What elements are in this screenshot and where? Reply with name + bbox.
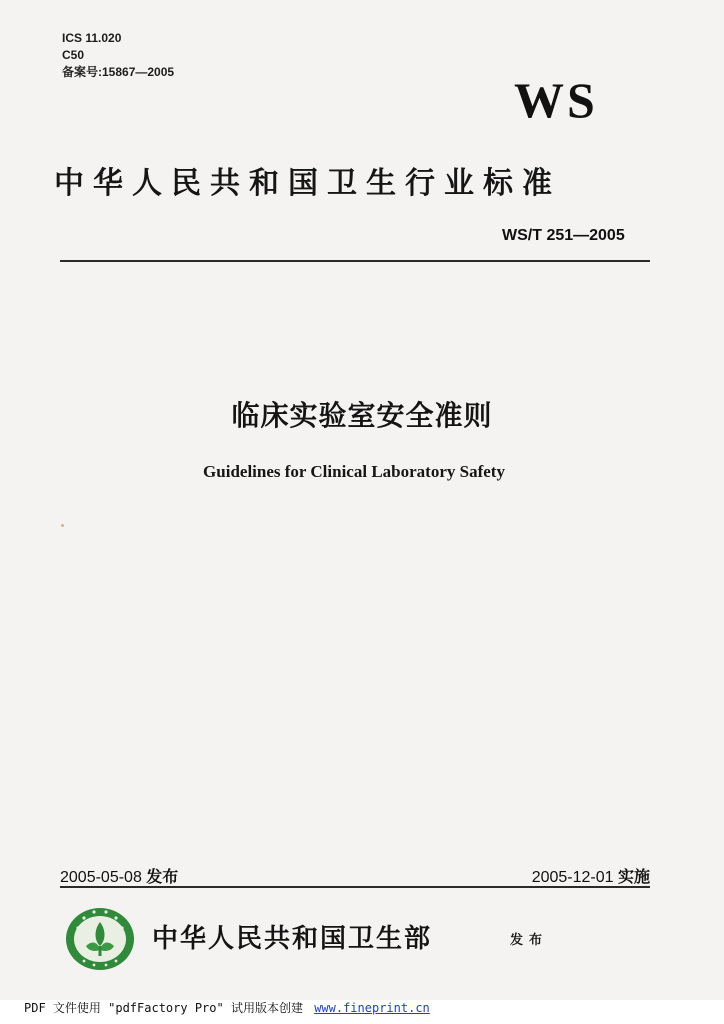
standard-number: WS/T 251—2005: [502, 227, 625, 244]
fineprint-link[interactable]: www.fineprint.cn: [314, 1001, 430, 1015]
bottom-divider: [60, 886, 650, 888]
class-code: C50: [62, 48, 85, 62]
release-date-line: [60, 864, 178, 887]
pdf-creator-footer: [24, 999, 430, 1016]
document-title-chinese: 临床实验室安全准则: [231, 399, 493, 432]
standard-category-title: 中华人民共和国卫生行业标准: [54, 166, 561, 201]
implementation-date-line: [532, 864, 650, 887]
classification-block: [62, 30, 174, 81]
ics-code: ICS 11.020: [62, 31, 122, 45]
implementation-date: 2005-12-01: [531, 869, 614, 886]
paper-speck: [61, 524, 64, 527]
release-label: 发布: [146, 869, 179, 886]
issuer-release-label: 发布: [510, 933, 549, 948]
ws-logo: WS: [514, 72, 598, 128]
release-date: 2005-05-08: [60, 869, 142, 886]
implementation-label: 实施: [617, 869, 650, 886]
record-number: 备案号:15867—2005: [62, 65, 175, 79]
top-divider: [60, 260, 650, 262]
document-title-english: Guidelines for Clinical Laboratory Safety: [203, 462, 505, 481]
footer-text: PDF 文件使用 "pdfFactory Pro" 试用版本创建: [24, 1001, 303, 1015]
ministry-of-health-seal-icon: [64, 906, 136, 972]
issuing-authority: 中华人民共和国卫生部: [152, 924, 433, 954]
